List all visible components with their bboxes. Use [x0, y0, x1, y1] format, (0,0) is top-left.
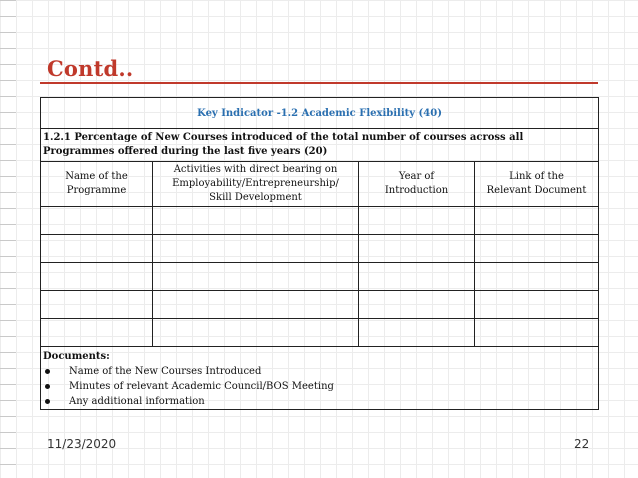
header-line: Activities with direct bearing on	[173, 164, 338, 175]
document-item	[43, 394, 596, 409]
table-cell	[41, 291, 153, 319]
table-cell	[41, 235, 153, 263]
column-header-row	[41, 162, 599, 207]
document-item-text: Name of the New Courses Introduced	[69, 366, 262, 377]
document-item-text: Any additional information	[69, 396, 205, 407]
table-cell	[153, 207, 359, 235]
table-row	[41, 319, 599, 347]
table-cell	[41, 207, 153, 235]
table-cell	[475, 291, 599, 319]
table-cell	[153, 319, 359, 347]
table-cell	[475, 207, 599, 235]
table-cell	[359, 207, 475, 235]
documents-row	[41, 347, 599, 410]
table-cell	[359, 263, 475, 291]
documents-label: Documents:	[43, 351, 110, 362]
header-line: Employability/Entrepreneurship/	[172, 178, 339, 189]
bullet-icon	[45, 399, 50, 404]
document-item-text: Minutes of relevant Academic Council/BOS Meeting	[69, 381, 334, 392]
table-cell	[153, 263, 359, 291]
left-decorative-bar	[0, 0, 16, 478]
table-cell	[475, 319, 599, 347]
table-row	[41, 291, 599, 319]
header-programme-name	[41, 162, 153, 207]
key-indicator-heading: Key Indicator -1.2 Academic Flexibility (40)	[41, 98, 599, 129]
document-item	[43, 364, 596, 379]
metric-row	[41, 129, 599, 162]
bullet-icon	[45, 384, 50, 389]
table-row	[41, 235, 599, 263]
table-cell	[153, 291, 359, 319]
table-cell	[41, 263, 153, 291]
header-line: Introduction	[384, 185, 449, 196]
metric-description: 1.2.1 Percentage of New Courses introduced of the total number of courses across all Programmes offered during the last five years (20)	[41, 129, 599, 162]
table-cell	[475, 263, 599, 291]
table-row	[41, 263, 599, 291]
header-line: Name of the	[65, 171, 128, 182]
table-row	[41, 207, 599, 235]
page-number: 22	[574, 437, 590, 451]
header-document-link	[475, 162, 599, 207]
table-cell	[41, 319, 153, 347]
key-indicator-table	[40, 97, 599, 410]
title-underline	[40, 82, 598, 84]
header-line: Programme	[66, 185, 127, 196]
table-cell	[359, 235, 475, 263]
header-line: Year of	[398, 171, 435, 182]
slide-title: Contd..	[47, 56, 134, 81]
document-item	[43, 379, 596, 394]
table-cell	[153, 235, 359, 263]
documents-list	[43, 364, 596, 409]
key-indicator-row	[41, 98, 599, 129]
bullet-icon	[45, 369, 50, 374]
header-line: Skill Development	[209, 192, 302, 203]
footer-date: 11/23/2020	[47, 437, 117, 451]
header-activities	[153, 162, 359, 207]
documents-section	[41, 347, 599, 410]
header-line: Relevant Document	[486, 185, 587, 196]
table-cell	[359, 291, 475, 319]
header-line: Link of the	[509, 171, 564, 182]
table-cell	[475, 235, 599, 263]
header-year-of-introduction	[359, 162, 475, 207]
table-cell	[359, 319, 475, 347]
